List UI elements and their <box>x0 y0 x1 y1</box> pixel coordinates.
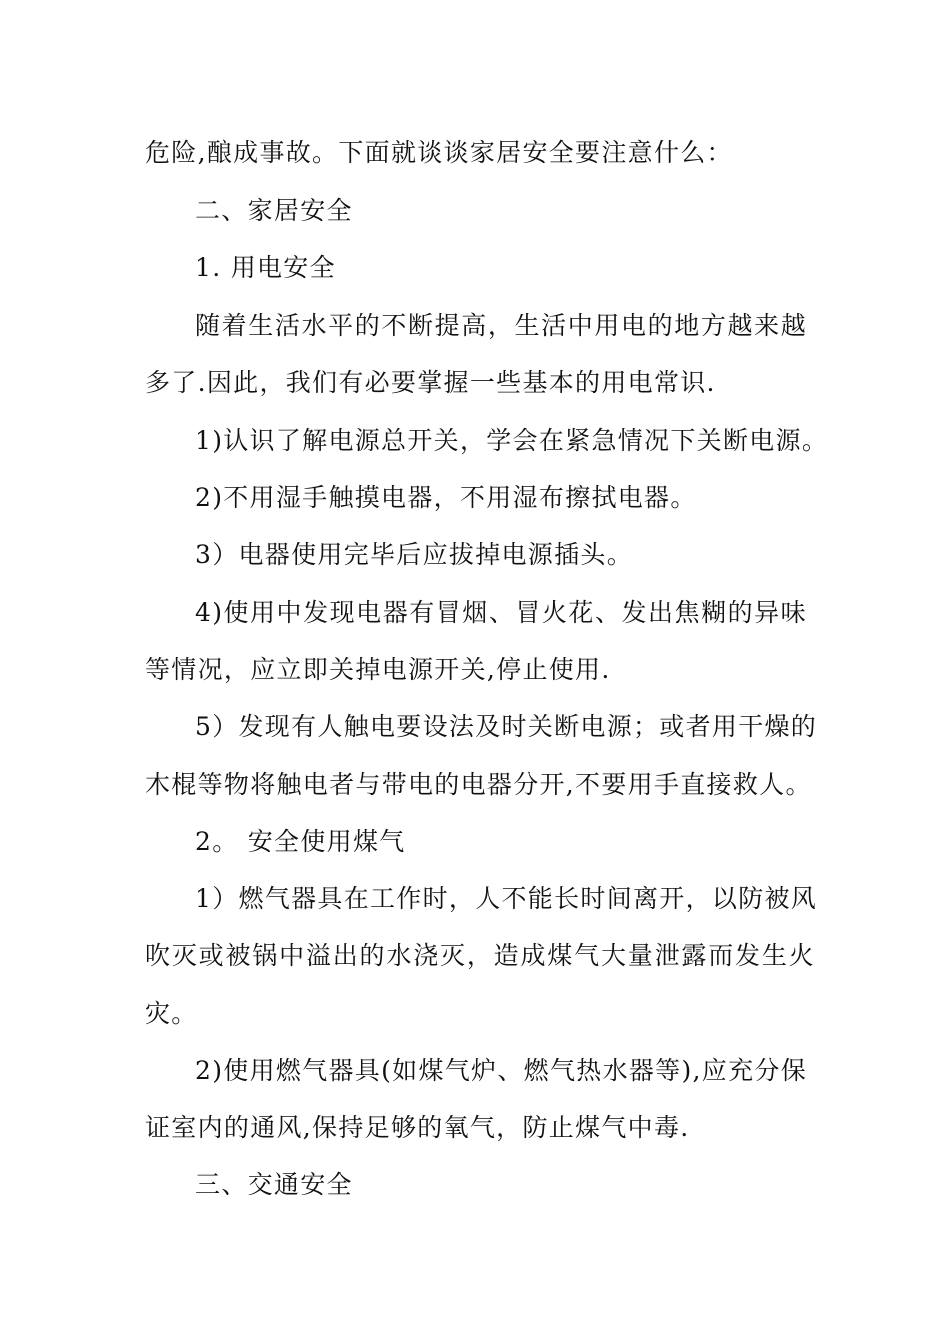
list-item-line: 1)认识了解电源总开关，学会在紧急情况下关断电源。 <box>195 426 829 455</box>
subsection-heading-gas-safety: 2。 安全使用煤气 <box>195 827 406 856</box>
section-heading-traffic-safety: 三、交通安全 <box>195 1170 353 1199</box>
list-item-line: 等情况，应立即关掉电源开关,停止使用. <box>145 655 611 684</box>
list-item-line: 2)使用燃气器具(如煤气炉、燃气热水器等),应充分保 <box>195 1056 807 1085</box>
list-item-line: 4)使用中发现电器有冒烟、冒火花、发出焦糊的异味 <box>195 598 807 627</box>
list-item-line: 木棍等物将触电者与带电的电器分开,不要用手直接救人。 <box>145 770 812 799</box>
list-item-line: 证室内的通风,保持足够的氧气，防止煤气中毒. <box>145 1113 690 1142</box>
section-heading-home-safety: 二、家居安全 <box>195 196 353 225</box>
paragraph-line: 多了.因此，我们有必要掌握一些基本的用电常识. <box>145 368 716 397</box>
list-item-line: 灾。 <box>145 999 198 1028</box>
list-item-line: 5）发现有人触电要设法及时关断电源；或者用干燥的 <box>195 712 818 741</box>
list-item-line: 2)不用湿手触摸电器，不用湿布擦拭电器。 <box>195 483 697 512</box>
subsection-heading-electricity-safety: 1. 用电安全 <box>195 253 336 282</box>
paragraph-line: 随着生活水平的不断提高，生活中用电的地方越来越 <box>195 311 807 340</box>
list-item-line: 1）燃气器具在工作时，人不能长时间离开，以防被风 <box>195 884 818 913</box>
list-item-line: 3）电器使用完毕后应拔掉电源插头。 <box>195 540 634 569</box>
list-item-line: 吹灭或被锅中溢出的水浇灭，造成煤气大量泄露而发生火 <box>145 941 815 970</box>
paragraph-line: 危险,酿成事故。下面就谈谈家居安全要注意什么： <box>145 138 733 167</box>
